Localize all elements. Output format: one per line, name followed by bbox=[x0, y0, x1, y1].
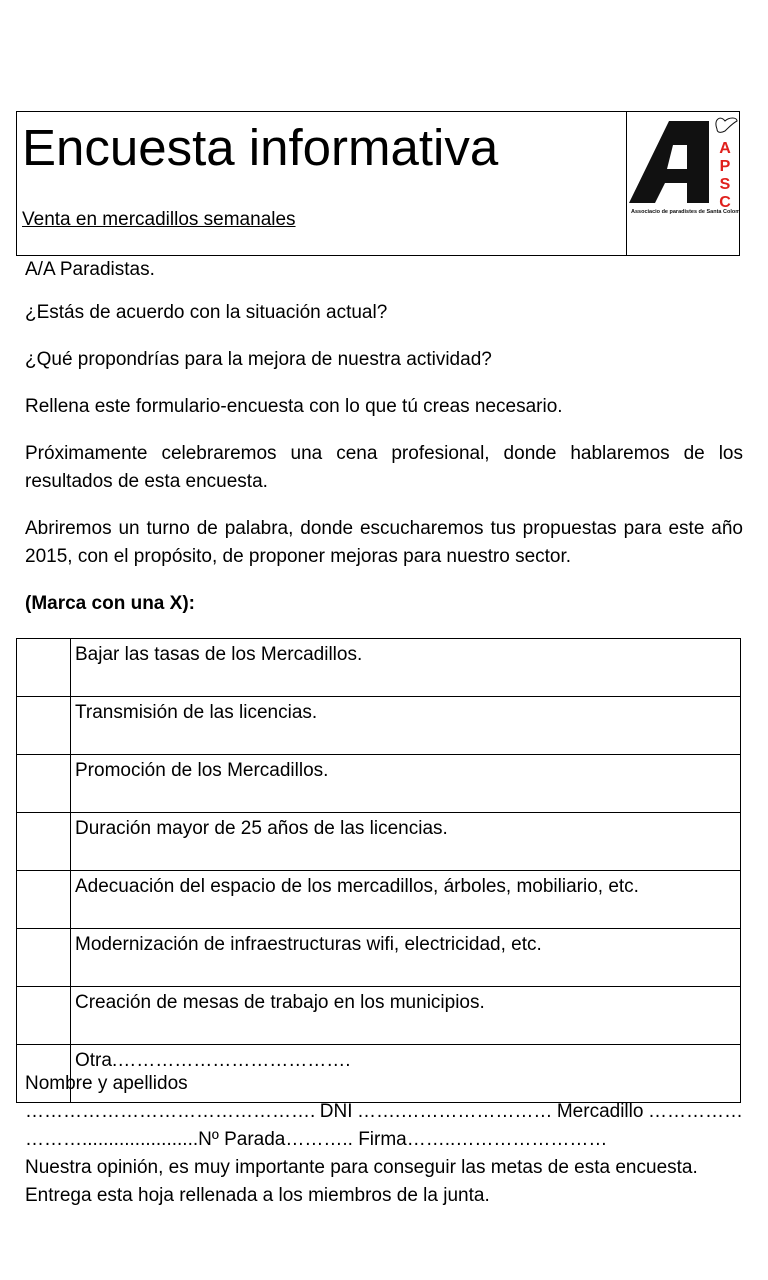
document-title: Encuesta informativa bbox=[22, 119, 499, 176]
fill-line-dni bbox=[25, 1098, 743, 1126]
apsc-logo bbox=[629, 115, 739, 215]
option-row bbox=[17, 929, 741, 987]
option-label: Creación de mesas de trabajo en los municipios. bbox=[71, 987, 741, 1045]
closing-note-delivery: Entrega esta hoja rellenada a los miembros de la junta. bbox=[25, 1185, 490, 1206]
option-checkbox[interactable] bbox=[17, 639, 71, 697]
option-checkbox[interactable] bbox=[17, 813, 71, 871]
option-checkbox[interactable] bbox=[17, 929, 71, 987]
firma-fill-blank[interactable]: ……..…………………… bbox=[406, 1129, 608, 1150]
mark-instruction: (Marca con una X): bbox=[25, 593, 195, 614]
instruction-text: Rellena este formulario-encuesta con lo que tú creas necesario. bbox=[25, 396, 563, 417]
option-checkbox[interactable] bbox=[17, 871, 71, 929]
parada-fill-blank[interactable]: ……….. bbox=[285, 1129, 359, 1150]
option-row bbox=[17, 755, 741, 813]
option-label: Adecuación del espacio de los mercadillos, árboles, mobiliario, etc. bbox=[71, 871, 741, 929]
parada-label: Nº Parada bbox=[198, 1129, 286, 1150]
options-table bbox=[16, 638, 741, 1103]
mercadillo-fill-blank[interactable]: …………… bbox=[647, 1101, 743, 1122]
option-row bbox=[17, 813, 741, 871]
option-row bbox=[17, 871, 741, 929]
option-label: Promoción de los Mercadillos. bbox=[71, 755, 741, 813]
header-title-cell bbox=[17, 112, 627, 255]
paragraph-proposals: Abriremos un turno de palabra, donde escucharemos tus propuestas para este año 2015, con el propósito, de proponer mejoras para nuestro sector. bbox=[25, 518, 743, 567]
option-label: Transmisión de las licencias. bbox=[71, 697, 741, 755]
question-situation: ¿Estás de acuerdo con la situación actual? bbox=[25, 302, 388, 323]
greeting: A/A Paradistas. bbox=[25, 259, 155, 280]
paragraph-dinner: Próximamente celebraremos una cena profesional, donde hablaremos de los resultados de esta encuesta. bbox=[25, 443, 743, 492]
svg-text:A: A bbox=[719, 140, 731, 157]
option-label: Bajar las tasas de los Mercadillos. bbox=[71, 639, 741, 697]
option-checkbox[interactable] bbox=[17, 755, 71, 813]
svg-text:P: P bbox=[719, 158, 731, 175]
svg-text:Associacio de paradistes de Sa: Associacio de paradistes de Santa Coloma bbox=[631, 209, 739, 215]
name-label: Nombre y apellidos bbox=[25, 1073, 188, 1094]
option-checkbox[interactable] bbox=[17, 697, 71, 755]
option-label: Duración mayor de 25 años de las licencias. bbox=[71, 813, 741, 871]
closing-note-opinion: Nuestra opinión, es muy importante para conseguir las metas de esta encuesta. bbox=[25, 1157, 698, 1178]
dni-label: DNI bbox=[319, 1101, 353, 1122]
option-row bbox=[17, 987, 741, 1045]
option-row bbox=[17, 697, 741, 755]
apsc-logo-graphic bbox=[629, 115, 739, 215]
fill-line-parada bbox=[25, 1126, 743, 1154]
mercadillo-label: Mercadillo bbox=[556, 1101, 644, 1122]
firma-label: Firma bbox=[358, 1129, 407, 1150]
name-fill-blank[interactable]: ………………………………………. bbox=[25, 1101, 316, 1122]
option-row bbox=[17, 639, 741, 697]
document-subtitle: Venta en mercadillos semanales bbox=[22, 209, 296, 230]
header-box bbox=[16, 111, 740, 256]
option-label: Modernización de infraestructuras wifi, electricidad, etc. bbox=[71, 929, 741, 987]
dni-fill-blank[interactable]: …….…………………… bbox=[357, 1101, 553, 1122]
option-label: Otra.………………………………. bbox=[71, 1045, 741, 1103]
option-checkbox[interactable] bbox=[17, 987, 71, 1045]
mercadillo-fill-blank-cont[interactable]: ………...................... bbox=[25, 1129, 199, 1150]
question-improvement: ¿Qué propondrías para la mejora de nuestra actividad? bbox=[25, 349, 492, 370]
svg-text:C: C bbox=[719, 194, 731, 211]
svg-text:S: S bbox=[719, 176, 731, 193]
